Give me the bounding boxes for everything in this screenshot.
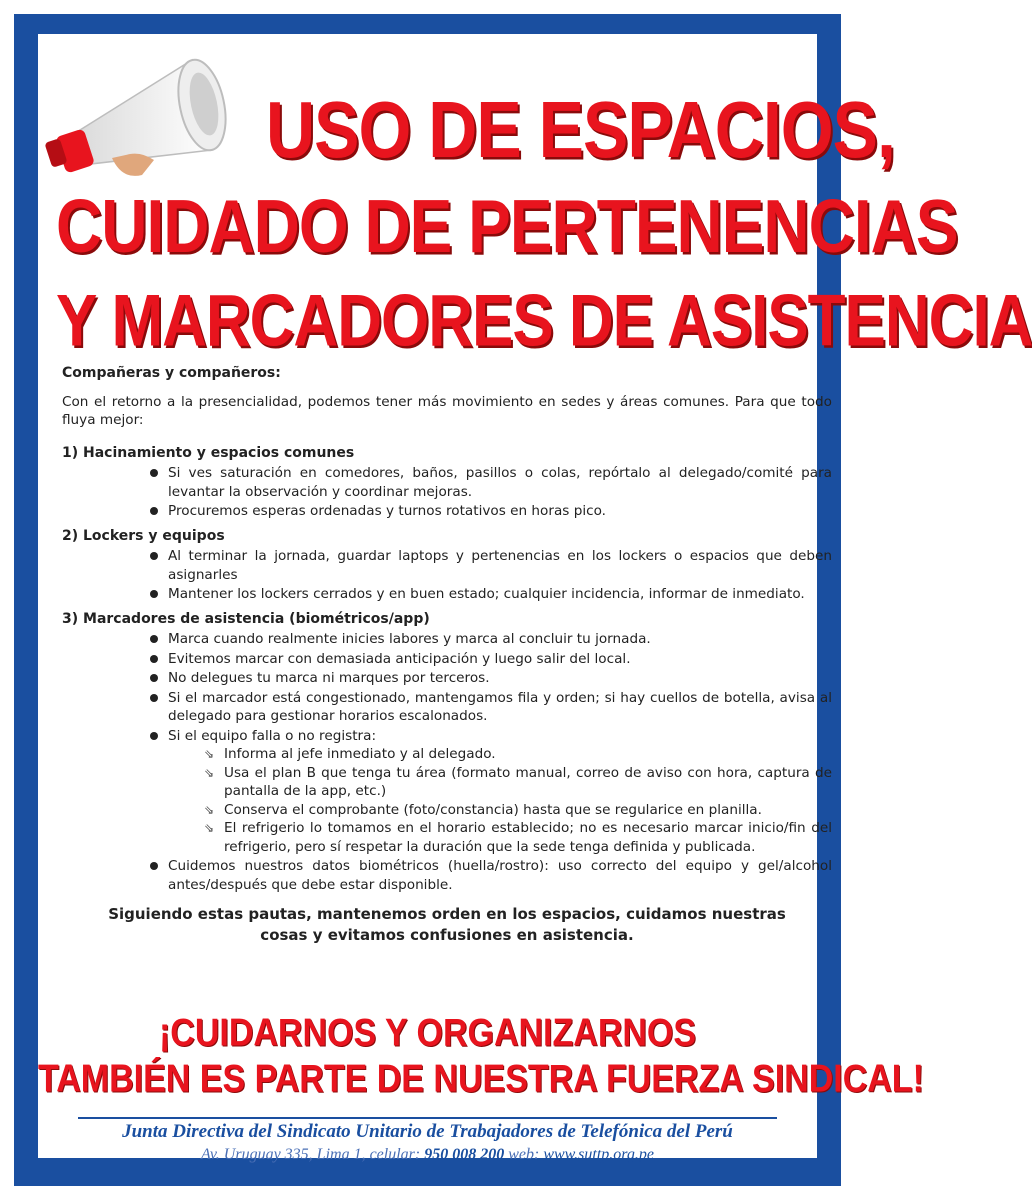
sub-list-item <box>204 764 832 801</box>
list-item: Si ves saturación en comedores, baños, pasillos o colas, repórtalo al delegado/comité para levantar la observación y coordinar mejoras. <box>148 464 832 501</box>
arrow-icon: ⇘ <box>204 802 215 817</box>
list-item: Cuidemos nuestros datos biométricos (huella/rostro): uso correcto del equipo y gel/alcohol antes/después que debe estar disponible. <box>148 857 832 894</box>
sub-list <box>168 745 832 856</box>
footer-web-label: web: <box>508 1146 540 1163</box>
section-title: 3) Marcadores de asistencia (biométricos/app) <box>62 610 430 627</box>
section-title: 1) Hacinamiento y espacios comunes <box>62 444 355 461</box>
closing-statement: Siguiendo estas pautas, mantenemos orden en los espacios, cuidamos nuestras cosas y evitamos confusiones en asistencia. <box>108 905 786 944</box>
poster-body <box>38 34 1032 1163</box>
headline-line-2: CUIDADO DE PERTENENCIAS <box>56 183 958 269</box>
footer-contact <box>38 1146 817 1164</box>
footer-web-link[interactable]: www.suttp.org.pe <box>543 1146 655 1163</box>
headline <box>56 82 1032 370</box>
list-item: Si el marcador está congestionado, mantengamos fila y orden; si hay cuellos de botella, avisa al delegado para gestionar horarios escalonados. <box>148 689 832 726</box>
intro-paragraph: Con el retorno a la presencialidad, podemos tener más movimiento en sedes y áreas comunes. Para que todo fluya mejor: <box>62 393 832 428</box>
greeting: Compañeras y compañeros: <box>62 365 281 381</box>
footer-organization: Junta Directiva del Sindicato Unitario de Trabajadores de Telefónica del Perú <box>122 1121 733 1142</box>
list-item-text: Si el equipo falla o no registra: <box>168 727 377 744</box>
sub-list-item <box>204 745 832 764</box>
sub-list-item-text: Usa el plan B que tenga tu área (formato manual, correo de aviso con hora, captura de pantalla de la app, etc.) <box>224 764 832 799</box>
list-item: Mantener los lockers cerrados y en buen estado; cualquier incidencia, informar de inmediato. <box>148 585 832 604</box>
list-item <box>148 727 832 857</box>
arrow-icon: ⇘ <box>204 765 215 780</box>
arrow-icon: ⇘ <box>204 747 215 761</box>
list-item: Al terminar la jornada, guardar laptops y pertenencias en los lockers o espacios que deben asignarles <box>148 547 832 584</box>
slogan-line-1: ¡CUIDARNOS Y ORGANIZARNOS <box>158 1011 697 1055</box>
list-item: Evitemos marcar con demasiada anticipación y luego salir del local. <box>148 650 832 669</box>
sub-list-item-text: El refrigerio lo tomamos en el horario establecido; no es necesario marcar inicio/fin del refrigerio, pero sí respetar la duración que la sede tenga definida y publicada. <box>224 820 832 855</box>
headline-line-1: USO DE ESPACIOS, <box>266 85 895 175</box>
footer-address: Av. Uruguay 335, Lima 1, celular: <box>200 1146 421 1163</box>
main-content <box>62 364 832 946</box>
bullet-list <box>62 464 832 521</box>
list-item: Marca cuando realmente inicies labores y marca al concluir tu jornada. <box>148 630 832 649</box>
headline-line-3: Y MARCADORES DE ASISTENCIA <box>56 280 1032 363</box>
bullet-list <box>62 630 832 894</box>
slogan-line-2: TAMBIÉN ES PARTE DE NUESTRA FUERZA SINDICAL! <box>38 1057 924 1101</box>
sub-list-item <box>204 801 832 820</box>
sub-list-item-text: Informa al jefe inmediato y al delegado. <box>224 746 496 762</box>
bullet-list <box>62 547 832 604</box>
footer-phone: 950 008 200 <box>424 1146 505 1163</box>
poster-frame <box>14 14 1032 1186</box>
arrow-icon: ⇘ <box>204 821 215 835</box>
footer-divider <box>78 1117 777 1119</box>
list-item: Procuremos esperas ordenadas y turnos rotativos en horas pico. <box>148 502 832 521</box>
sub-list-item-text: Conserva el comprobante (foto/constancia) hasta que se regularice en planilla. <box>224 801 762 818</box>
section-title: 2) Lockers y equipos <box>62 527 225 544</box>
sub-list-item <box>204 819 832 856</box>
list-item: No delegues tu marca ni marques por terceros. <box>148 669 832 688</box>
